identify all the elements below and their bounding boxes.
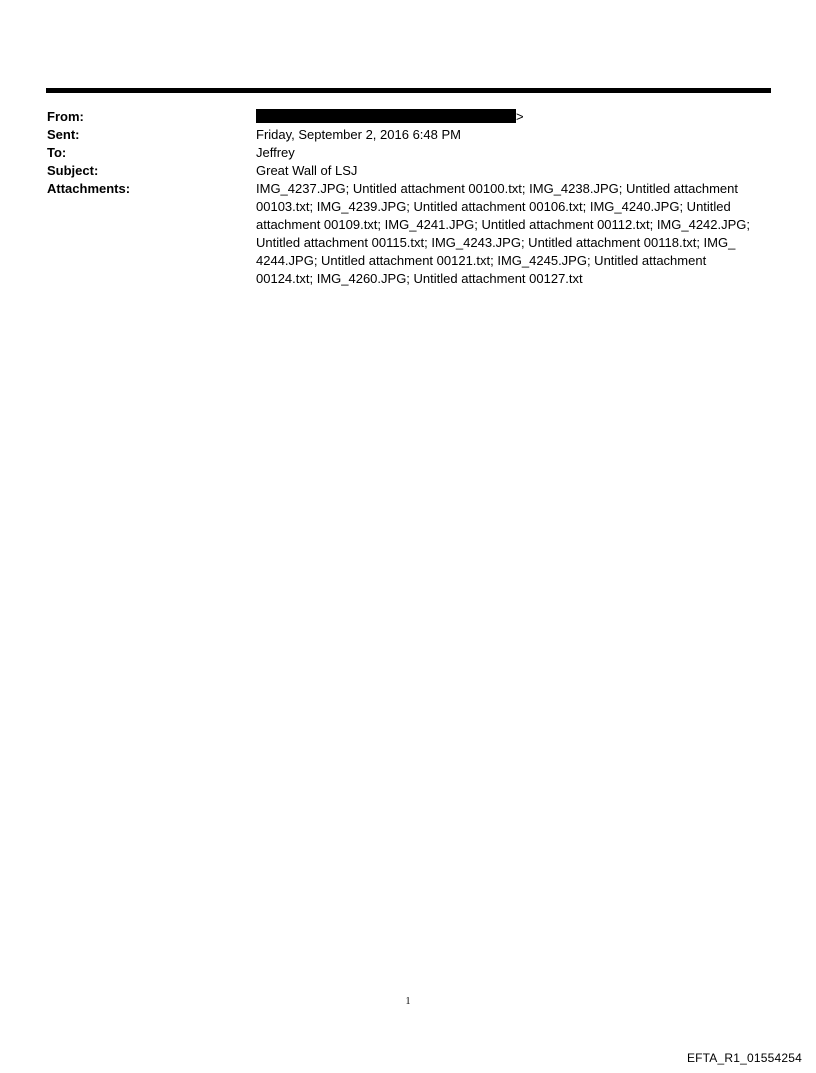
from-value bbox=[256, 108, 756, 126]
to-row bbox=[47, 144, 767, 162]
sent-label: Sent: bbox=[47, 127, 80, 142]
attachments-row bbox=[47, 180, 767, 288]
redaction-block bbox=[256, 109, 516, 123]
sent-value: Friday, September 2, 2016 6:48 PM bbox=[256, 127, 461, 142]
to-label: To: bbox=[47, 145, 67, 160]
from-label: From: bbox=[47, 109, 84, 124]
email-header bbox=[47, 108, 767, 288]
to-value: Jeffrey bbox=[256, 145, 295, 160]
from-suffix: > bbox=[516, 109, 524, 124]
bates-number: EFTA_R1_01554254 bbox=[686, 1051, 802, 1065]
sent-row bbox=[47, 126, 767, 144]
page-number: 1 bbox=[405, 996, 411, 1007]
attachments-label: Attachments: bbox=[47, 181, 131, 196]
attachments-value: IMG_4237.JPG; Untitled attachment 00100.txt; IMG_4238.JPG; Untitled attachment 00103.txt; IMG_4239.JPG; Untitled attachment 00106.txt; IMG_4240.JPG; Untitled attachment 00109.txt; IMG_4241.JPG; Untitled attachment 00112.txt; IMG_4242.JPG; Untitled attachment 00115.txt; IMG_4243.JPG; Untitled attachment 00118.txt; IMG_ 4244.JPG; Untitled attachment 00121.txt; IMG_4245.JPG; Untitled attachment 00124.txt; IMG_4260.JPG; Untitled attachment 00127.txt bbox=[256, 181, 751, 286]
subject-row bbox=[47, 162, 767, 180]
subject-value: Great Wall of LSJ bbox=[256, 163, 358, 178]
from-row bbox=[47, 108, 767, 126]
subject-label: Subject: bbox=[47, 163, 99, 178]
header-rule bbox=[46, 88, 771, 93]
